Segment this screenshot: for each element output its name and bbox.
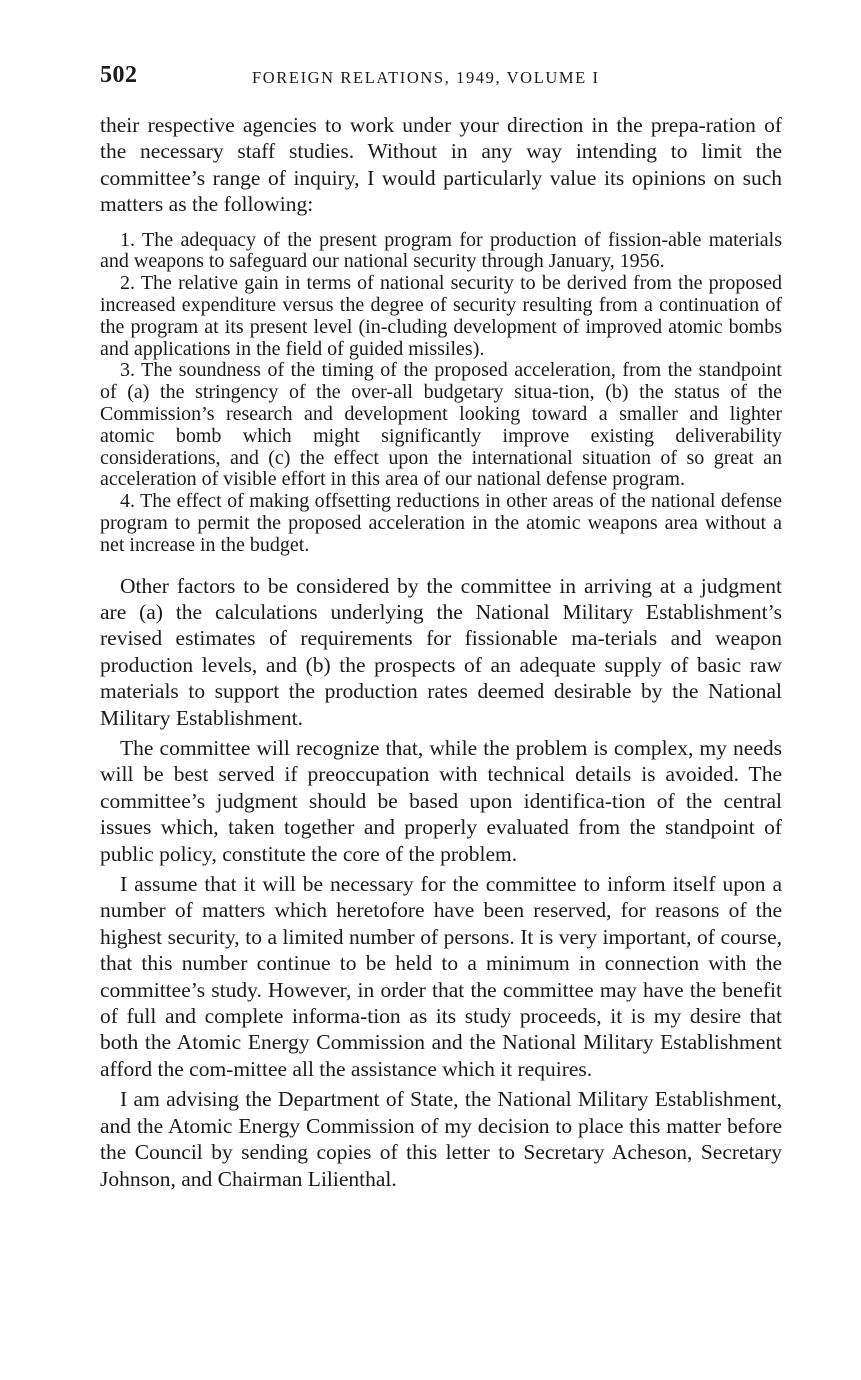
questions-list: [100, 230, 782, 557]
opening-paragraph: their respective agencies to work under your direction in the prepa-ration of the necessary staff studies. Without in any way intending to limit the committee’s range of inquiry, I would particularly value its opinions on such matters as the following:: [100, 113, 782, 217]
running-title: FOREIGN RELATIONS, 1949, VOLUME I: [252, 68, 600, 87]
body-text: [100, 112, 782, 1192]
running-head: [100, 62, 782, 94]
page-number: 502: [100, 62, 138, 88]
list-item-3: 3. The soundness of the timing of the proposed acceleration, from the standpoint of (a) the stringency of the over-all budgetary situa-tion, (b) the status of the Commission’s research and development looking toward a smaller and lighter atomic bomb which might significantly improve existing deliverability considerations, and (c) the effect upon the international situation of so great an acceleration of visible effort in this area of our national defense program.: [100, 359, 782, 491]
paragraph-advising-departments: I am advising the Department of State, the National Military Establishment, and the Atomic Energy Commission of my decision to place this matter before the Council by sending copies of this letter to Secretary Acheson, Secretary Johnson, and Chairman Lilienthal.: [100, 1087, 782, 1191]
paragraph-security-information: I assume that it will be necessary for the committee to inform itself upon a number of matters which heretofore have been reserved, for reasons of the highest security, to a limited number of persons. It is very important, of course, that this number continue to be held to a minimum in connection with the committee’s study. However, in order that the committee may have the benefit of full and complete informa-tion as its study proceeds, it is my desire that both the Atomic Energy Commission and the National Military Establishment afford the com-mittee all the assistance which it requires.: [100, 872, 782, 1081]
list-item-2: 2. The relative gain in terms of national security to be derived from the proposed increased expenditure versus the degree of security resulting from a continuation of the program at its present level (in-cluding development of improved atomic bombs and applications in the field of guided missiles).: [100, 272, 782, 360]
paragraph-committee-recognize: The committee will recognize that, while the problem is complex, my needs will be best served if preoccupation with technical details is avoided. The committee’s judgment should be based upon identifica-tion of the central issues which, taken together and properly evaluated from the standpoint of public policy, constitute the core of the problem.: [100, 736, 782, 866]
list-item-1: 1. The adequacy of the present program for production of fission-able materials and weapons to safeguard our national security through January, 1956.: [100, 228, 782, 273]
list-item-4: 4. The effect of making offsetting reductions in other areas of the national defense program to permit the proposed acceleration in the atomic weapons area without a net increase in the budget.: [100, 490, 782, 556]
paragraph-other-factors: Other factors to be considered by the committee in arriving at a judgment are (a) the calculations underlying the National Military Establishment’s revised estimates of requirements for fissionable ma-terials and weapon production levels, and (b) the prospects of an adequate supply of basic raw materials to support the production rates deemed desirable by the National Military Establishment.: [100, 573, 782, 730]
